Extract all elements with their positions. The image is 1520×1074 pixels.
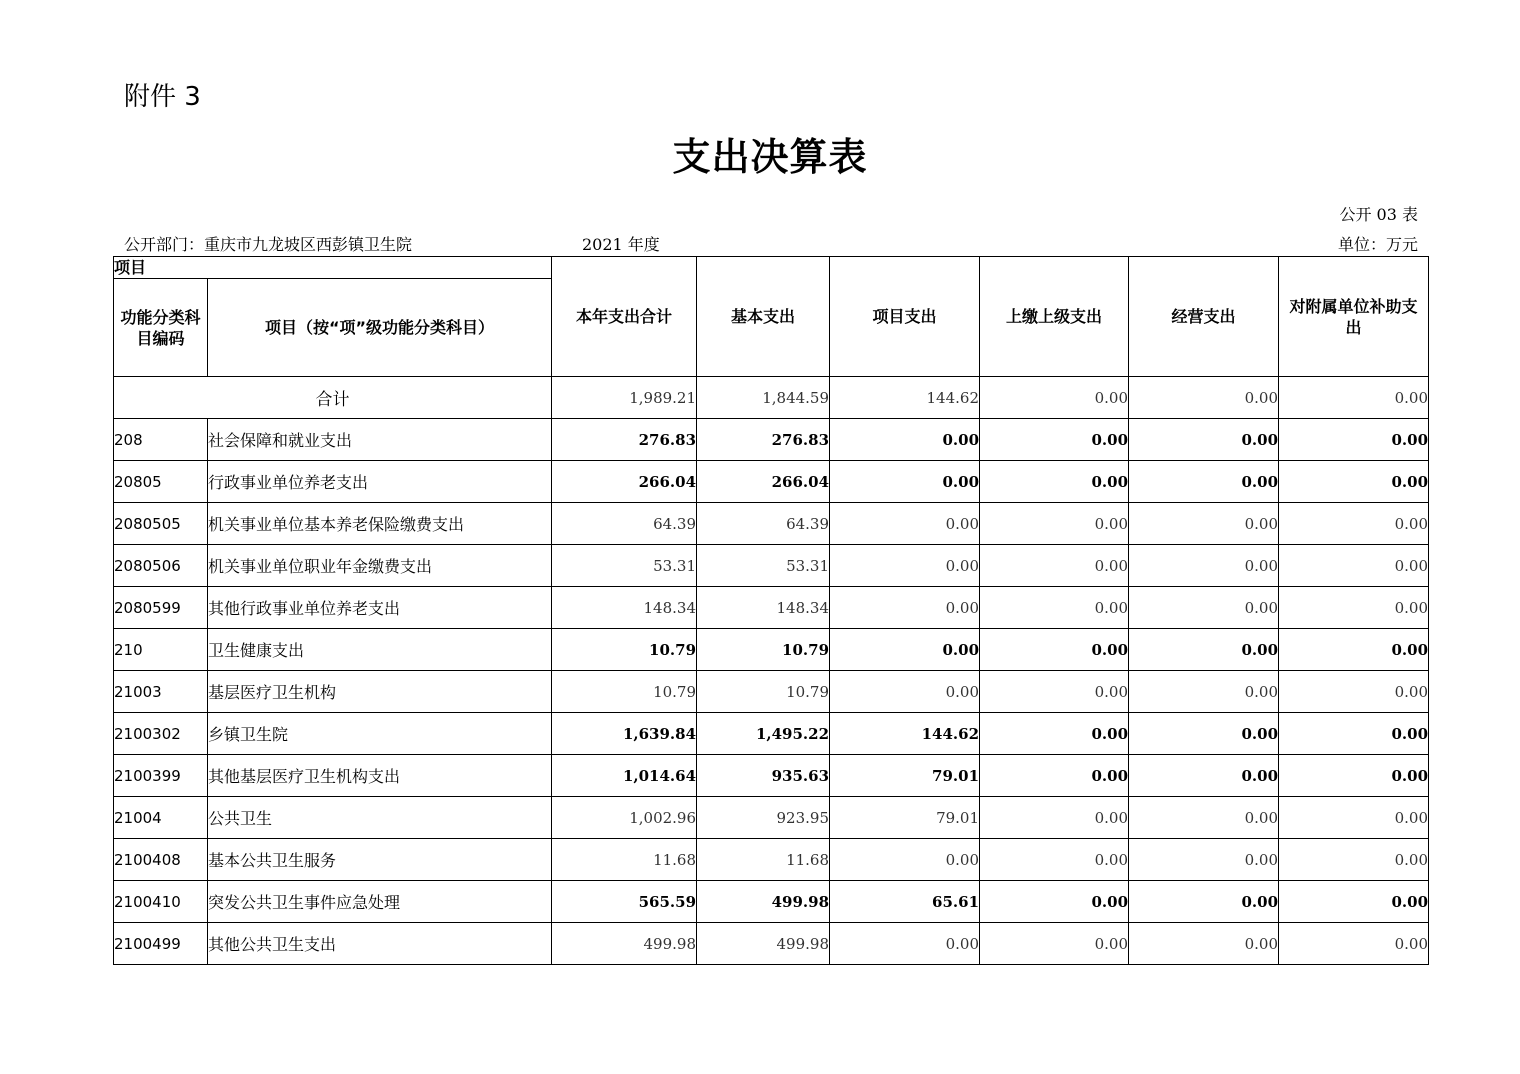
row-basic: 266.04 bbox=[697, 461, 830, 503]
table-row bbox=[114, 839, 1429, 881]
row-project: 0.00 bbox=[830, 923, 980, 965]
row-subsidiary: 0.00 bbox=[1279, 881, 1429, 923]
department-label: 公开部门：重庆市九龙坡区西彭镇卫生院 bbox=[124, 235, 413, 254]
row-upper: 0.00 bbox=[980, 419, 1129, 461]
row-upper: 0.00 bbox=[980, 923, 1129, 965]
expenditure-table bbox=[113, 256, 1429, 965]
table-row bbox=[114, 461, 1429, 503]
row-total: 10.79 bbox=[552, 671, 697, 713]
row-project: 144.62 bbox=[830, 713, 980, 755]
row-code: 20805 bbox=[114, 461, 208, 503]
header-basic: 基本支出 bbox=[697, 257, 830, 377]
table-row bbox=[114, 419, 1429, 461]
table-row bbox=[114, 545, 1429, 587]
row-name: 社会保障和就业支出 bbox=[208, 419, 552, 461]
row-project: 0.00 bbox=[830, 545, 980, 587]
row-subsidiary: 0.00 bbox=[1279, 503, 1429, 545]
row-basic: 10.79 bbox=[697, 629, 830, 671]
row-subsidiary: 0.00 bbox=[1279, 461, 1429, 503]
row-business: 0.00 bbox=[1129, 923, 1279, 965]
row-project: 0.00 bbox=[830, 629, 980, 671]
row-business: 0.00 bbox=[1129, 629, 1279, 671]
row-code: 2100302 bbox=[114, 713, 208, 755]
header-func-code: 功能分类科目编码 bbox=[114, 279, 208, 377]
header-upper: 上缴上级支出 bbox=[980, 257, 1129, 377]
row-upper: 0.00 bbox=[980, 797, 1129, 839]
table-row bbox=[114, 671, 1429, 713]
total-row bbox=[114, 377, 1429, 419]
row-name: 其他公共卫生支出 bbox=[208, 923, 552, 965]
row-business: 0.00 bbox=[1129, 755, 1279, 797]
row-business: 0.00 bbox=[1129, 503, 1279, 545]
header-project-name: 项目（按“项”级功能分类科目） bbox=[208, 279, 552, 377]
row-total: 1,002.96 bbox=[552, 797, 697, 839]
row-basic: 935.63 bbox=[697, 755, 830, 797]
row-name: 乡镇卫生院 bbox=[208, 713, 552, 755]
row-name: 基本公共卫生服务 bbox=[208, 839, 552, 881]
total-label: 合计 bbox=[114, 377, 552, 419]
row-total: 565.59 bbox=[552, 881, 697, 923]
row-name: 公共卫生 bbox=[208, 797, 552, 839]
row-code: 2080505 bbox=[114, 503, 208, 545]
row-upper: 0.00 bbox=[980, 503, 1129, 545]
row-name: 其他行政事业单位养老支出 bbox=[208, 587, 552, 629]
row-total: 64.39 bbox=[552, 503, 697, 545]
row-total: 1,014.64 bbox=[552, 755, 697, 797]
row-name: 行政事业单位养老支出 bbox=[208, 461, 552, 503]
row-total: 266.04 bbox=[552, 461, 697, 503]
row-business: 0.00 bbox=[1129, 713, 1279, 755]
row-code: 21003 bbox=[114, 671, 208, 713]
row-upper: 0.00 bbox=[980, 713, 1129, 755]
row-total: 1,639.84 bbox=[552, 713, 697, 755]
row-code: 2100399 bbox=[114, 755, 208, 797]
row-basic: 1,495.22 bbox=[697, 713, 830, 755]
row-subsidiary: 0.00 bbox=[1279, 797, 1429, 839]
row-name: 卫生健康支出 bbox=[208, 629, 552, 671]
row-upper: 0.00 bbox=[980, 461, 1129, 503]
table-row bbox=[114, 713, 1429, 755]
row-upper: 0.00 bbox=[980, 881, 1129, 923]
header-project-expense: 项目支出 bbox=[830, 257, 980, 377]
row-basic: 11.68 bbox=[697, 839, 830, 881]
row-name: 基层医疗卫生机构 bbox=[208, 671, 552, 713]
row-code: 2080506 bbox=[114, 545, 208, 587]
row-subsidiary: 0.00 bbox=[1279, 629, 1429, 671]
row-basic: 148.34 bbox=[697, 587, 830, 629]
row-code: 2100410 bbox=[114, 881, 208, 923]
row-project: 0.00 bbox=[830, 839, 980, 881]
total-cell-project: 144.62 bbox=[830, 377, 980, 419]
table-row bbox=[114, 629, 1429, 671]
table-row bbox=[114, 587, 1429, 629]
total-cell-business: 0.00 bbox=[1129, 377, 1279, 419]
header-project: 项目 bbox=[114, 257, 552, 279]
table-code: 公开 03 表 bbox=[1339, 205, 1418, 224]
total-cell-basic: 1,844.59 bbox=[697, 377, 830, 419]
row-name: 机关事业单位基本养老保险缴费支出 bbox=[208, 503, 552, 545]
header-business: 经营支出 bbox=[1129, 257, 1279, 377]
row-project: 79.01 bbox=[830, 797, 980, 839]
row-project: 0.00 bbox=[830, 461, 980, 503]
row-project: 0.00 bbox=[830, 419, 980, 461]
row-subsidiary: 0.00 bbox=[1279, 419, 1429, 461]
row-code: 2100499 bbox=[114, 923, 208, 965]
unit-label: 单位：万元 bbox=[1337, 235, 1418, 254]
row-project: 79.01 bbox=[830, 755, 980, 797]
row-business: 0.00 bbox=[1129, 671, 1279, 713]
table-row bbox=[114, 797, 1429, 839]
table-row bbox=[114, 755, 1429, 797]
row-total: 11.68 bbox=[552, 839, 697, 881]
total-cell-subsidiary: 0.00 bbox=[1279, 377, 1429, 419]
row-subsidiary: 0.00 bbox=[1279, 923, 1429, 965]
row-basic: 53.31 bbox=[697, 545, 830, 587]
row-code: 208 bbox=[114, 419, 208, 461]
row-subsidiary: 0.00 bbox=[1279, 545, 1429, 587]
row-upper: 0.00 bbox=[980, 545, 1129, 587]
row-upper: 0.00 bbox=[980, 671, 1129, 713]
row-name: 其他基层医疗卫生机构支出 bbox=[208, 755, 552, 797]
header-total: 本年支出合计 bbox=[552, 257, 697, 377]
row-code: 210 bbox=[114, 629, 208, 671]
row-basic: 923.95 bbox=[697, 797, 830, 839]
row-business: 0.00 bbox=[1129, 419, 1279, 461]
row-subsidiary: 0.00 bbox=[1279, 671, 1429, 713]
row-basic: 10.79 bbox=[697, 671, 830, 713]
row-business: 0.00 bbox=[1129, 881, 1279, 923]
row-total: 10.79 bbox=[552, 629, 697, 671]
row-business: 0.00 bbox=[1129, 587, 1279, 629]
row-upper: 0.00 bbox=[980, 629, 1129, 671]
row-business: 0.00 bbox=[1129, 461, 1279, 503]
table-row bbox=[114, 923, 1429, 965]
table-row bbox=[114, 503, 1429, 545]
row-subsidiary: 0.00 bbox=[1279, 839, 1429, 881]
page-title: 支出决算表 bbox=[672, 134, 868, 179]
row-project: 0.00 bbox=[830, 671, 980, 713]
row-code: 2080599 bbox=[114, 587, 208, 629]
row-subsidiary: 0.00 bbox=[1279, 587, 1429, 629]
attachment-label: 附件 3 bbox=[124, 82, 201, 112]
row-basic: 64.39 bbox=[697, 503, 830, 545]
row-total: 148.34 bbox=[552, 587, 697, 629]
row-project: 0.00 bbox=[830, 503, 980, 545]
total-cell-upper: 0.00 bbox=[980, 377, 1129, 419]
row-total: 276.83 bbox=[552, 419, 697, 461]
row-total: 499.98 bbox=[552, 923, 697, 965]
row-basic: 499.98 bbox=[697, 923, 830, 965]
row-project: 65.61 bbox=[830, 881, 980, 923]
row-subsidiary: 0.00 bbox=[1279, 713, 1429, 755]
row-basic: 276.83 bbox=[697, 419, 830, 461]
row-name: 突发公共卫生事件应急处理 bbox=[208, 881, 552, 923]
row-upper: 0.00 bbox=[980, 839, 1129, 881]
row-subsidiary: 0.00 bbox=[1279, 755, 1429, 797]
row-basic: 499.98 bbox=[697, 881, 830, 923]
total-cell-total: 1,989.21 bbox=[552, 377, 697, 419]
row-upper: 0.00 bbox=[980, 755, 1129, 797]
row-business: 0.00 bbox=[1129, 839, 1279, 881]
fiscal-year: 2021 年度 bbox=[582, 235, 660, 254]
row-code: 21004 bbox=[114, 797, 208, 839]
row-name: 机关事业单位职业年金缴费支出 bbox=[208, 545, 552, 587]
row-upper: 0.00 bbox=[980, 587, 1129, 629]
row-business: 0.00 bbox=[1129, 545, 1279, 587]
row-business: 0.00 bbox=[1129, 797, 1279, 839]
header-subsidiary: 对附属单位补助支出 bbox=[1279, 257, 1429, 377]
row-project: 0.00 bbox=[830, 587, 980, 629]
row-total: 53.31 bbox=[552, 545, 697, 587]
table-row bbox=[114, 881, 1429, 923]
row-code: 2100408 bbox=[114, 839, 208, 881]
